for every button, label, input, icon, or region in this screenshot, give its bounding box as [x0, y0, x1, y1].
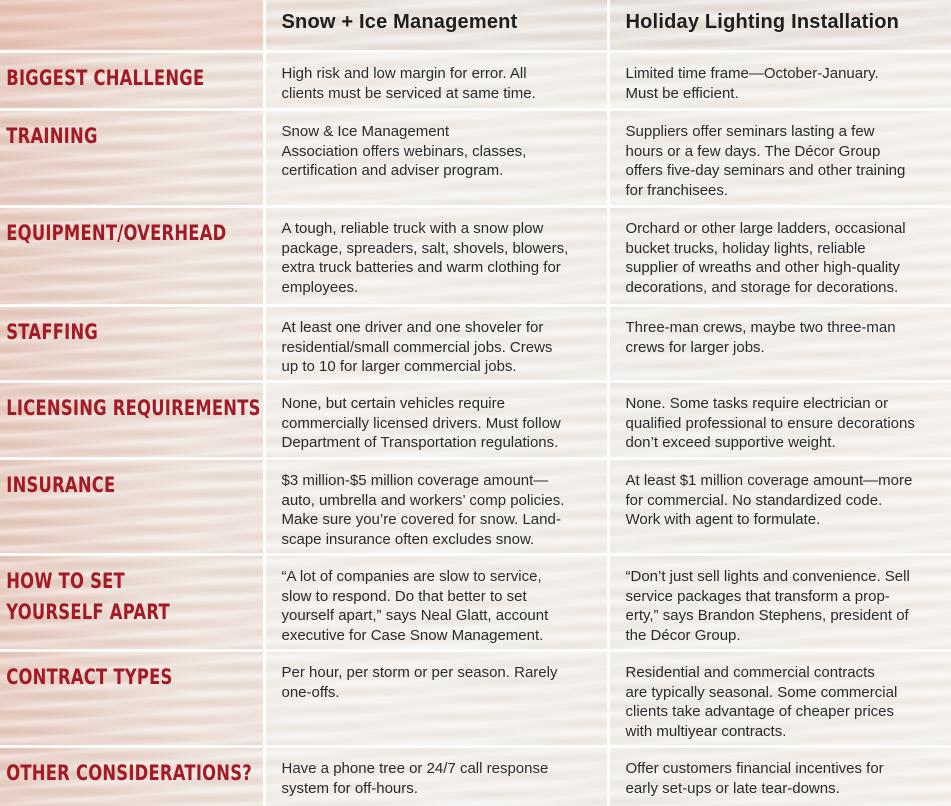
- holiday-text: Residential and commercial contracts are typically seasonal. Some commercial clients take advantage of cheaper prices with multiyear contracts.: [625, 664, 898, 740]
- holiday-text: None. Some tasks require electrician or qualified professional to ensure decorations don’t exceed supportive weight.: [625, 395, 915, 451]
- header-holiday-cell: [608, 0, 951, 52]
- snow-cell: [264, 207, 608, 306]
- holiday-cell: [608, 555, 951, 651]
- holiday-cell: [608, 459, 951, 555]
- row-label-cell: [0, 110, 264, 207]
- row-label: CONTRACT TYPES: [6, 665, 173, 689]
- row-label-cell: [0, 459, 264, 555]
- row-label: TRAINING: [6, 124, 98, 148]
- row-label: EQUIPMENT/OVERHEAD: [6, 221, 227, 245]
- row-label-cell: [0, 52, 264, 110]
- table-row: [0, 651, 951, 747]
- row-label: HOW TO SET YOURSELF APART: [6, 569, 170, 624]
- header-snow-cell: [264, 0, 608, 52]
- table-row: [0, 207, 951, 306]
- header-corner: [0, 0, 264, 52]
- row-label-cell: [0, 747, 264, 806]
- snow-text: At least one driver and one shoveler for residential/small commercial jobs. Crews up to 10 for larger commercial jobs.: [281, 319, 553, 375]
- snow-text: Per hour, per storm or per season. Rarely one-offs.: [281, 664, 558, 701]
- holiday-text: Offer customers financial incentives for early set-ups or late tear-downs.: [625, 760, 884, 797]
- snow-text: None, but certain vehicles require commercially licensed drivers. Must follow Department of Transportation regulations.: [281, 395, 561, 451]
- row-label: BIGGEST CHALLENGE: [6, 66, 205, 90]
- holiday-cell: [608, 110, 951, 207]
- row-label: INSURANCE: [6, 473, 116, 497]
- holiday-cell: [608, 382, 951, 459]
- table-row: [0, 382, 951, 459]
- holiday-text: Orchard or other large ladders, occasional bucket trucks, holiday lights, reliable supplier of wreaths and other high-quality decorations, and storage for decorations.: [625, 220, 906, 296]
- holiday-text: Limited time frame—October-January. Must be efficient.: [625, 65, 879, 102]
- snow-text: Have a phone tree or 24/7 call response system for off-hours.: [281, 760, 549, 797]
- snow-text: $3 million-$5 million coverage amount— auto, umbrella and workers’ comp policies. Make sure you’re covered for snow. Land- scape insurance often excludes snow.: [281, 472, 565, 548]
- column-header-snow: Snow + Ice Management: [281, 11, 518, 33]
- snow-cell: [264, 555, 608, 651]
- table-row: [0, 555, 951, 651]
- snow-cell: [264, 651, 608, 747]
- snow-cell: [264, 110, 608, 207]
- holiday-cell: [608, 747, 951, 806]
- table-row: [0, 110, 951, 207]
- row-label: LICENSING REQUIREMENTS: [6, 396, 261, 420]
- holiday-cell: [608, 651, 951, 747]
- table-row: [0, 459, 951, 555]
- column-header-holiday: Holiday Lighting Installation: [625, 11, 900, 33]
- snow-cell: [264, 306, 608, 382]
- holiday-text: “Don’t just sell lights and convenience. Sell service packages that transform a prop- erty,” says Brandon Stephens, president of the Décor Group.: [625, 568, 910, 644]
- row-label: STAFFING: [6, 320, 99, 344]
- header-row: [0, 0, 951, 52]
- snow-cell: [264, 382, 608, 459]
- holiday-cell: [608, 207, 951, 306]
- snow-cell: [264, 52, 608, 110]
- row-label-cell: [0, 382, 264, 459]
- table-row: [0, 306, 951, 382]
- holiday-cell: [608, 306, 951, 382]
- table-row: [0, 747, 951, 806]
- table-row: [0, 52, 951, 110]
- snow-text: High risk and low margin for error. All clients must be serviced at same time.: [281, 65, 536, 102]
- row-label-cell: [0, 555, 264, 651]
- row-label: OTHER CONSIDERATIONS?: [6, 761, 253, 785]
- snow-text: A tough, reliable truck with a snow plow package, spreaders, salt, shovels, blowers, extra truck batteries and warm clothing for employees.: [281, 220, 569, 296]
- holiday-text: At least $1 million coverage amount—more for commercial. No standardized code. Work with agent to formulate.: [625, 472, 913, 528]
- snow-cell: [264, 459, 608, 555]
- snow-text: “A lot of companies are slow to service, slow to respond. Do that better to set yourself apart,” says Neal Glatt, account executive for Case Snow Management.: [281, 568, 549, 644]
- row-label-cell: [0, 651, 264, 747]
- snow-text: Snow & Ice Management Association offers webinars, classes, certification and adviser program.: [281, 123, 527, 179]
- row-label-cell: [0, 207, 264, 306]
- holiday-text: Three-man crews, maybe two three-man crews for larger jobs.: [625, 319, 896, 356]
- snow-cell: [264, 747, 608, 806]
- holiday-text: Suppliers offer seminars lasting a few hours or a few days. The Décor Group offers five-day seminars and other training for franchisees.: [625, 123, 906, 199]
- row-label-cell: [0, 306, 264, 382]
- holiday-cell: [608, 52, 951, 110]
